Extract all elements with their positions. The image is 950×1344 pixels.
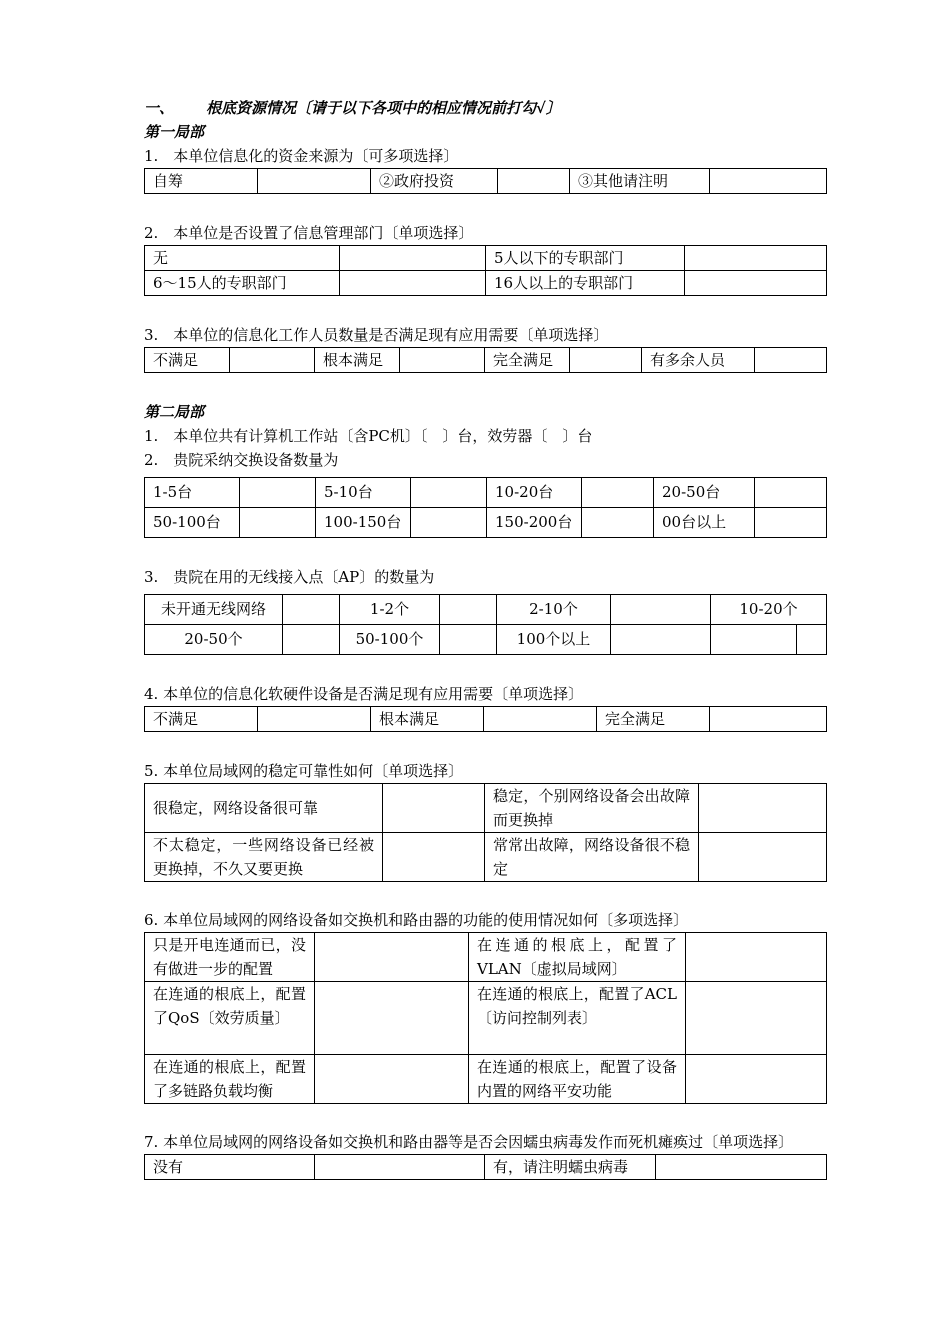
part1-q3-table (144, 347, 827, 373)
option-label: 10-20个 (711, 595, 827, 625)
checkbox-cell[interactable] (686, 982, 827, 1055)
checkbox-cell[interactable] (400, 348, 485, 373)
part2-title: 第二局部 (144, 403, 205, 421)
option-label: 不满足 (145, 707, 258, 732)
option-label: 完全满足 (485, 348, 570, 373)
option-label: 2-10个 (497, 595, 611, 625)
checkbox-cell[interactable] (383, 833, 485, 882)
checkbox-cell[interactable] (411, 508, 487, 538)
checkbox-cell[interactable] (755, 348, 827, 373)
checkbox-cell[interactable] (611, 625, 711, 655)
option-label: 在连通的根底上，配置了多链路负载均衡 (145, 1055, 315, 1104)
option-label: 不满足 (145, 348, 230, 373)
option-label: 未开通无线网络 (145, 595, 283, 625)
part2-q3-text: 3. 贵院在用的无线接入点〔AP〕的数量为 (144, 568, 435, 586)
checkbox-cell[interactable] (710, 169, 827, 194)
checkbox-cell[interactable] (582, 508, 654, 538)
checkbox-cell[interactable] (440, 595, 497, 625)
checkbox-cell[interactable] (315, 933, 469, 982)
option-label: 根本满足 (371, 707, 484, 732)
part1-q2-table (144, 245, 827, 296)
checkbox-cell[interactable] (258, 707, 371, 732)
option-label: 常常出故障，网络设备很不稳定 (485, 833, 699, 882)
option-label: 不太稳定，一些网络设备已经被更换掉，不久又要更换 (145, 833, 383, 882)
checkbox-cell[interactable] (484, 707, 597, 732)
option-label: ③其他请注明 (570, 169, 710, 194)
part1-q1-text: 1. 本单位信息化的资金来源为〔可多项选择〕 (144, 147, 459, 165)
option-label: 有多余人员 (642, 348, 755, 373)
option-label: 1-2个 (340, 595, 440, 625)
part2-q7-table (144, 1154, 827, 1180)
part1-q2-text: 2. 本单位是否设置了信息管理部门〔单项选择〕 (144, 224, 474, 242)
checkbox-cell[interactable] (411, 478, 487, 508)
option-label: 50-100台 (145, 508, 240, 538)
checkbox-cell[interactable] (686, 1055, 827, 1104)
checkbox-cell[interactable] (230, 348, 315, 373)
option-label: 50-100个 (340, 625, 440, 655)
option-label: 150-200台 (487, 508, 582, 538)
option-label: ②政府投资 (371, 169, 498, 194)
option-label: 1-5台 (145, 478, 240, 508)
checkbox-cell[interactable] (315, 1155, 485, 1180)
option-label: 在连通的根底上，配置了VLAN〔虚拟局域网〕 (469, 933, 686, 982)
checkbox-cell[interactable] (699, 833, 827, 882)
part2-q7-text: 7. 本单位局域网的网络设备如交换机和路由器等是否会因蠕虫病毒发作而死机瘫痪过〔单项选择〕 (144, 1133, 794, 1151)
part2-q3-table (144, 594, 827, 655)
checkbox-cell[interactable] (755, 478, 827, 508)
checkbox-cell[interactable] (340, 271, 486, 296)
option-label: 完全满足 (597, 707, 710, 732)
checkbox-cell[interactable] (315, 1055, 469, 1104)
checkbox-cell[interactable] (711, 625, 797, 655)
part2-q2-text: 2. 贵院采纳交换设备数量为 (144, 451, 339, 469)
checkbox-cell[interactable] (797, 625, 827, 655)
checkbox-cell[interactable] (611, 595, 711, 625)
option-label: 100个以上 (497, 625, 611, 655)
part1-q1-table (144, 168, 827, 194)
checkbox-cell[interactable] (340, 246, 486, 271)
section-heading (144, 96, 826, 120)
option-label: 20-50个 (145, 625, 283, 655)
part2-q5-table (144, 783, 827, 882)
option-label: 100-150台 (316, 508, 411, 538)
checkbox-cell[interactable] (440, 625, 497, 655)
option-label: 5人以下的专职部门 (486, 246, 685, 271)
checkbox-cell[interactable] (656, 1155, 827, 1180)
checkbox-cell[interactable] (582, 478, 654, 508)
part2-q6-table (144, 932, 827, 1104)
option-label: 在连通的根底上，配置了QoS〔效劳质量〕 (145, 982, 315, 1055)
checkbox-cell[interactable] (315, 982, 469, 1055)
part1-title: 第一局部 (144, 123, 205, 141)
part2-q5-text: 5. 本单位局域网的稳定可靠性如何〔单项选择〕 (144, 762, 464, 780)
questionnaire-page (144, 96, 826, 1180)
checkbox-cell[interactable] (686, 933, 827, 982)
option-label: 00台以上 (654, 508, 755, 538)
option-label: 没有 (145, 1155, 315, 1180)
checkbox-cell[interactable] (240, 508, 316, 538)
option-label: 只是开电连通而已，没有做进一步的配置 (145, 933, 315, 982)
option-label: 5-10台 (316, 478, 411, 508)
option-label: 6～15人的专职部门 (145, 271, 340, 296)
option-label: 16人以上的专职部门 (486, 271, 685, 296)
checkbox-cell[interactable] (685, 271, 827, 296)
option-label: 在连通的根底上，配置了ACL〔访问控制列表〕 (469, 982, 686, 1055)
part1-q3-text: 3. 本单位的信息化工作人员数量是否满足现有应用需要〔单项选择〕 (144, 326, 609, 344)
part2-q6-text: 6. 本单位局域网的网络设备如交换机和路由器的功能的使用情况如何〔多项选择〕 (144, 911, 689, 929)
checkbox-cell[interactable] (283, 625, 340, 655)
checkbox-cell[interactable] (283, 595, 340, 625)
checkbox-cell[interactable] (240, 478, 316, 508)
section-title: 根底资源情况〔请于以下各项中的相应情况前打勾√〕 (206, 99, 561, 117)
option-label: 根本满足 (315, 348, 400, 373)
part2-q4-text: 4. 本单位的信息化软硬件设备是否满足现有应用需要〔单项选择〕 (144, 685, 584, 703)
checkbox-cell[interactable] (755, 508, 827, 538)
option-label: 稳定，个别网络设备会出故障而更换掉 (485, 784, 699, 833)
part2-q1-text: 1. 本单位共有计算机工作站〔含PC机〕〔 〕台，效劳器〔 〕台 (144, 427, 593, 445)
option-label: 在连通的根底上，配置了设备内置的网络平安功能 (469, 1055, 686, 1104)
section-number: 一、 (144, 99, 175, 117)
checkbox-cell[interactable] (710, 707, 827, 732)
option-label: 20-50台 (654, 478, 755, 508)
option-label: 10-20台 (487, 478, 582, 508)
option-label: 很稳定，网络设备很可靠 (145, 784, 383, 833)
checkbox-cell[interactable] (258, 169, 371, 194)
checkbox-cell[interactable] (498, 169, 570, 194)
option-label: 无 (145, 246, 340, 271)
option-label: 自筹 (145, 169, 258, 194)
part2-q2-table (144, 477, 827, 538)
option-label: 有，请注明蠕虫病毒 (485, 1155, 656, 1180)
checkbox-cell[interactable] (699, 784, 827, 833)
checkbox-cell[interactable] (685, 246, 827, 271)
checkbox-cell[interactable] (383, 784, 485, 833)
part2-q4-table (144, 706, 827, 732)
checkbox-cell[interactable] (570, 348, 642, 373)
